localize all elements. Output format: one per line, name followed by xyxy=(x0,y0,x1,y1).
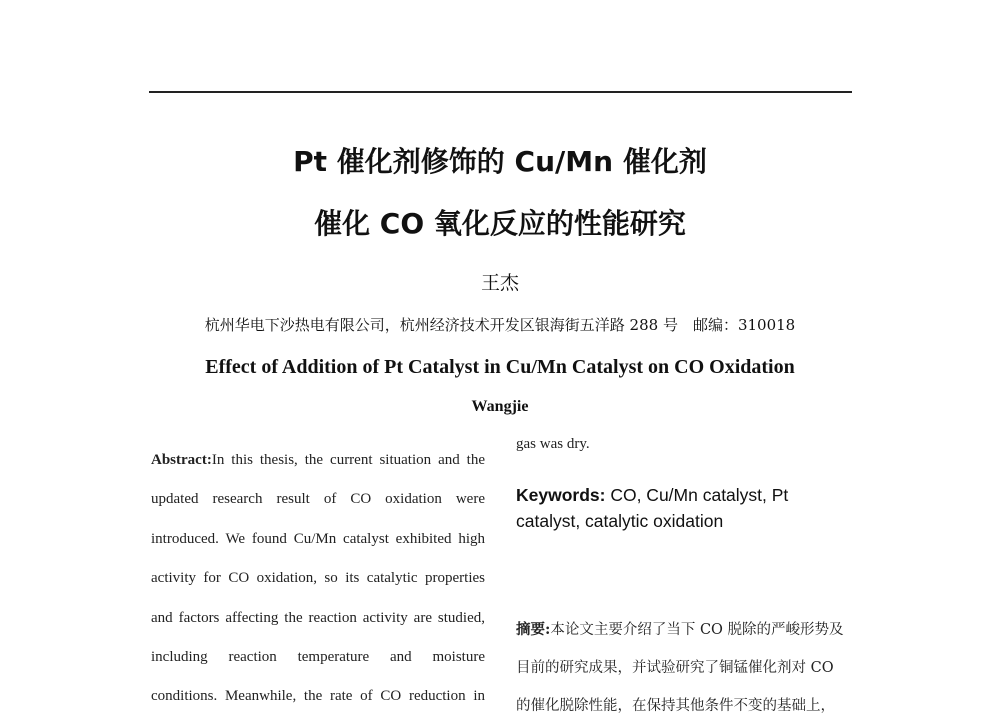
keywords-label: Keywords: xyxy=(516,485,606,505)
abstract-en xyxy=(151,441,485,717)
abstract-continuation: gas was dry. xyxy=(516,436,590,452)
abstract-line xyxy=(151,441,485,480)
abstract-line-text: In this thesis, the current situation and the xyxy=(211,452,485,468)
abstract-line: activity for CO oxidation, so its catalytic properties xyxy=(151,570,485,587)
abstract-cn-line xyxy=(516,611,856,649)
author-en: Wangjie xyxy=(471,398,529,415)
abstract-line: and factors affecting the reaction activity are studied, xyxy=(151,609,485,626)
abstract-label: Abstract: xyxy=(151,452,212,468)
abstract-cn-line: 的催化脱除性能，在保持其他条件不变的基础上， xyxy=(516,698,835,714)
title-cn-line-2: 催化 CO 氧化反应的性能研究 xyxy=(314,207,686,240)
keywords-text: CO, Cu/Mn catalyst, Pt catalyst, catalytic oxidation xyxy=(516,485,789,531)
keywords xyxy=(516,482,856,534)
title-en: Effect of Addition of Pt Catalyst in Cu/Mn Catalyst on CO Oxidation xyxy=(205,356,795,378)
abstract-cn-text: 本论文主要介绍了当下 CO 脱除的严峻形势及 xyxy=(550,622,844,638)
abstract-line: including reaction temperature and moisture xyxy=(151,649,485,666)
abstract-line: conditions. Meanwhile, the rate of CO reduction in xyxy=(151,688,485,705)
abstract-cn-label: 摘要: xyxy=(516,621,551,638)
title-cn-line-1: Pt 催化剂修饰的 Cu/Mn 催化剂 xyxy=(293,145,707,178)
abstract-cn-line: 目前的研究成果，并试验研究了铜锰催化剂对 CO xyxy=(516,660,834,676)
author-cn: 王杰 xyxy=(480,272,519,294)
abstract-line: introduced. We found Cu/Mn catalyst exhibited high xyxy=(151,530,485,547)
abstract-line: updated research result of CO oxidation were xyxy=(151,491,485,508)
affiliation: 杭州华电下沙热电有限公司，杭州经济技术开发区银海街五洋路 288 号 邮编：310018 xyxy=(204,316,796,334)
abstract-cn xyxy=(516,611,856,725)
header-rule xyxy=(149,91,852,93)
